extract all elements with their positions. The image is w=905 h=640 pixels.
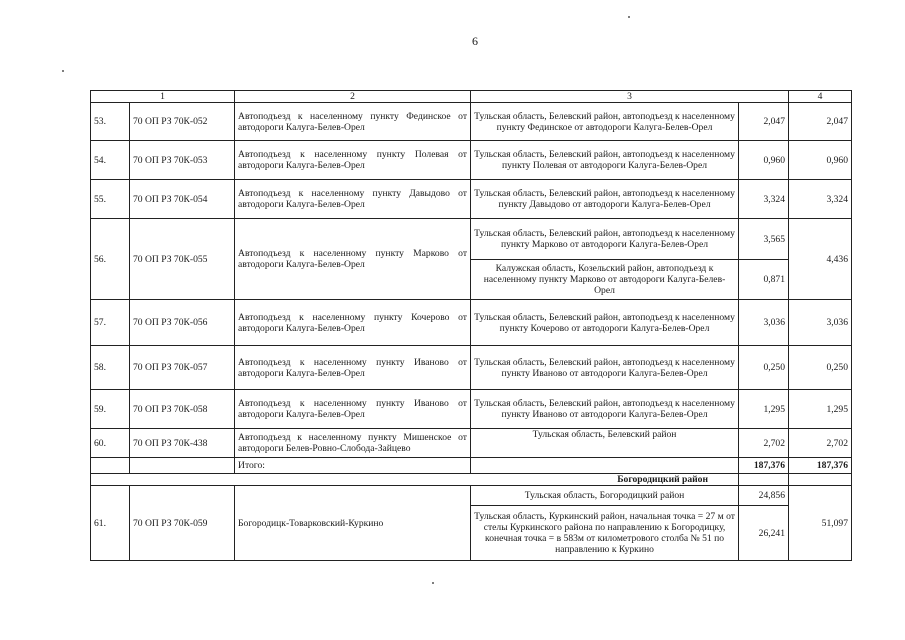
total-length: 51,097 — [789, 486, 852, 561]
road-location: Тульская область, Белевский район, автоподъезд к населенному пункту Иваново от автодороги Калуга-Белев-Орел — [471, 346, 739, 390]
total-length: 0,960 — [789, 141, 852, 180]
total-length: 3,324 — [789, 180, 852, 219]
roads-table — [90, 90, 852, 561]
column-header-row — [91, 91, 852, 103]
road-name: Автоподъезд к населенному пункту Фединское от автодороги Калуга-Белев-Орел — [235, 103, 471, 141]
table-row — [91, 300, 852, 346]
segment-length: 2,047 — [739, 103, 789, 141]
table-row — [91, 429, 852, 458]
row-number: 61. — [91, 486, 130, 561]
table-row — [91, 390, 852, 429]
segment-length: 3,324 — [739, 180, 789, 219]
road-location: Тульская область, Белевский район, автоподъезд к населенному пункту Давыдово от автодороги Калуга-Белев-Орел — [471, 180, 739, 219]
total-length: 4,436 — [789, 219, 852, 300]
segment-length: 3,036 — [739, 300, 789, 346]
road-name: Автоподъезд к населенному пункту Иваново от автодороги Калуга-Белев-Орел — [235, 390, 471, 429]
table-row — [91, 180, 852, 219]
road-location: Тульская область, Белевский район — [471, 429, 739, 458]
row-number: 56. — [91, 219, 130, 300]
road-name: Автоподъезд к населенному пункту Полевая от автодороги Калуга-Белев-Орел — [235, 141, 471, 180]
column-header-2: 2 — [235, 91, 471, 103]
table-row — [91, 346, 852, 390]
road-code: 70 ОП РЗ 70К-053 — [130, 141, 235, 180]
road-name: Автоподъезд к населенному пункту Мишенское от автодороги Белев-Ровно-Слобода-Зайцево — [235, 429, 471, 458]
road-code: 70 ОП РЗ 70К-056 — [130, 300, 235, 346]
total-length: 3,036 — [789, 300, 852, 346]
column-header-3: 3 — [471, 91, 789, 103]
road-name: Богородицк-Товарковский-Куркино — [235, 486, 471, 561]
segment-length-second: 0,871 — [739, 260, 789, 300]
section-header-row — [91, 474, 852, 486]
road-code: 70 ОП РЗ 70К-438 — [130, 429, 235, 458]
road-code: 70 ОП РЗ 70К-059 — [130, 486, 235, 561]
row-number: 57. — [91, 300, 130, 346]
column-header-1: 1 — [91, 91, 235, 103]
segment-length-second: 26,241 — [739, 506, 789, 561]
road-code: 70 ОП РЗ 70К-055 — [130, 219, 235, 300]
road-location: Тульская область, Белевский район, автоподъезд к населенному пункту Полевая от автодороги Калуга-Белев-Орел — [471, 141, 739, 180]
road-name: Автоподъезд к населенному пункту Кочерово от автодороги Калуга-Белев-Орел — [235, 300, 471, 346]
total-length: 0,250 — [789, 346, 852, 390]
segment-length: 24,856 — [739, 486, 789, 506]
table-row — [91, 103, 852, 141]
row-number: 60. — [91, 429, 130, 458]
table-row — [91, 141, 852, 180]
total-length: 1,295 — [789, 390, 852, 429]
road-location: Тульская область, Белевский район, автоподъезд к населенному пункту Марково от автодороги Калуга-Белев-Орел — [471, 219, 739, 260]
row-number: 53. — [91, 103, 130, 141]
row-number: 54. — [91, 141, 130, 180]
road-location: Тульская область, Белевский район, автоподъезд к населенному пункту Фединское от автодороги Калуга-Белев-Орел — [471, 103, 739, 141]
road-name: Автоподъезд к населенному пункту Иваново от автодороги Калуга-Белев-Орел — [235, 346, 471, 390]
segment-length: 1,295 — [739, 390, 789, 429]
grand-total-length: 187,376 — [789, 458, 852, 474]
column-header-4: 4 — [789, 91, 852, 103]
road-location: Тульская область, Белевский район, автоподъезд к населенному пункту Иваново от автодороги Калуга-Белев-Орел — [471, 390, 739, 429]
scan-speck — [432, 582, 434, 584]
table-row — [91, 219, 852, 260]
scan-speck — [628, 16, 630, 18]
road-name: Автоподъезд к населенному пункту Марково от автодороги Калуга-Белев-Орел — [235, 219, 471, 300]
page-number: 6 — [472, 34, 478, 48]
segment-length: 3,565 — [739, 219, 789, 260]
road-location: Тульская область, Богородицкий район — [471, 486, 739, 506]
table-row — [91, 486, 852, 506]
section-title: Богородицкий район — [91, 474, 739, 486]
segment-length: 2,702 — [739, 429, 789, 458]
total-segment-length: 187,376 — [739, 458, 789, 474]
road-location-second: Тульская область, Куркинский район, начальная точка = 27 м от стелы Куркинского района по направлению к Богородицку, конечная точка = в 583м от километрового столба № 51 по направлению к Куркино — [471, 506, 739, 561]
road-code: 70 ОП РЗ 70К-058 — [130, 390, 235, 429]
scan-speck — [62, 70, 64, 72]
road-location: Тульская область, Белевский район, автоподъезд к населенному пункту Кочерово от автодороги Калуга-Белев-Орел — [471, 300, 739, 346]
road-name: Автоподъезд к населенному пункту Давыдово от автодороги Калуга-Белев-Орел — [235, 180, 471, 219]
segment-length: 0,250 — [739, 346, 789, 390]
road-code: 70 ОП РЗ 70К-054 — [130, 180, 235, 219]
row-number: 58. — [91, 346, 130, 390]
row-number: 55. — [91, 180, 130, 219]
total-label: Итого: — [235, 458, 471, 474]
segment-length: 0,960 — [739, 141, 789, 180]
total-length: 2,047 — [789, 103, 852, 141]
total-length: 2,702 — [789, 429, 852, 458]
row-number: 59. — [91, 390, 130, 429]
total-row — [91, 458, 852, 474]
road-code: 70 ОП РЗ 70К-057 — [130, 346, 235, 390]
road-code: 70 ОП РЗ 70К-052 — [130, 103, 235, 141]
road-location-second: Калужская область, Козельский район, автоподъезд к населенному пункту Марково от автодороги Калуга-Белев-Орел — [471, 260, 739, 300]
